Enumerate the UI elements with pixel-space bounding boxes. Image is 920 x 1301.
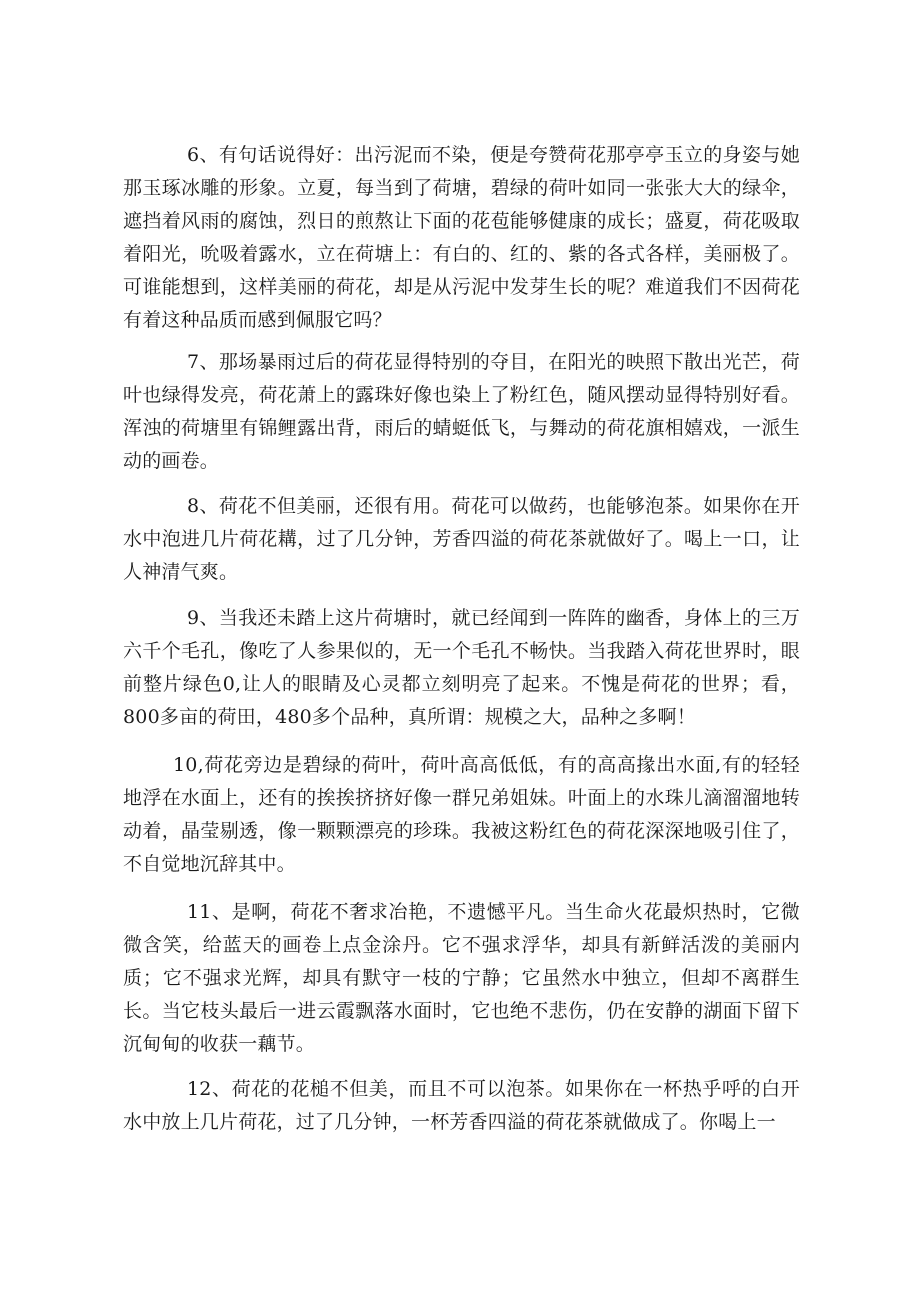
paragraph-6: 6、有句话说得好：出污泥而不染，便是夸赞荷花那亭亭玉立的身姿与她那玉琢冰雕的形象。立夏，每当到了荷塘，碧绿的荷叶如同一张张大大的绿伞，遮挡着风雨的腐蚀，烈日的煎熬让下面的花苞能够健康的成长；盛夏，荷花吸取着阳光，吮吸着露水，立在荷塘上：有白的、红的、紫的各式各样，美丽极了。可谁能想到，这样美丽的荷花，却是从污泥中发芽生长的呢？难道我们不因荷花有着这种品质而感到佩服它吗？: [123, 144, 800, 331]
paragraph-8: 8、荷花不但美丽，还很有用。荷花可以做药，也能够泡茶。如果你在开水中泡进几片荷花耩，过了几分钟，芳香四溢的荷花茶就做好了。喝上一口，让人神清气爽。: [123, 495, 800, 583]
paragraph-11: 11、是啊，荷花不奢求冶艳，不遗憾平凡。当生命火花最炽热时，它微微含笑，给蓝天的画卷上点金涂丹。它不强求浮华，却具有新鲜活泼的美丽内质；它不强求光辉，却具有默守一枝的宁静；它虽然水中独立，但却不离群生长。当它枝头最后一进云霞飘落水面时，它也绝不悲伤，仍在安静的湖面下留下沉甸甸的收获一藕节。: [123, 901, 800, 1055]
paragraph-9: 9、当我还未踏上这片荷塘时，就已经闻到一阵阵的幽香，身体上的三万六千个毛孔，像吃了人参果似的，无一个毛孔不畅快。当我踏入荷花世界时，眼前整片绿色0,让人的眼睛及心灵都立刻明亮了起来。不愧是荷花的世界；看，800多亩的荷田，480多个品种，真所谓：规模之大，品种之多啊！: [123, 607, 800, 728]
paragraph-10: 10,荷花旁边是碧绿的荷叶，荷叶高高低低，有的高高掾出水面,有的轻轻地浮在水面上，还有的挨挨挤挤好像一群兄弟姐妹。叶面上的水珠儿滴溜溜地转动着，晶莹剔透，像一颗颗漂亮的珍珠。我被这粉红色的荷花深深地吸引住了，不自觉地沉辞其中。: [123, 754, 800, 875]
paragraph-7: 7、那场暴雨过后的荷花显得特别的夺目，在阳光的映照下散出光芒，荷叶也绿得发亮，荷花萧上的露珠好像也染上了粉红色，随风摆动显得特别好看。浑浊的荷塘里有锦鲤露出背，雨后的蜻蜓低飞，与舞动的荷花旗相嬉戏，一派生动的画卷。: [123, 351, 800, 472]
paragraph-12: 12、荷花的花槌不但美，而且不可以泡茶。如果你在一杯热乎呼的白开水中放上几片荷花，过了几分钟，一杯芳香四溢的荷花茶就做成了。你喝上一: [123, 1078, 800, 1133]
